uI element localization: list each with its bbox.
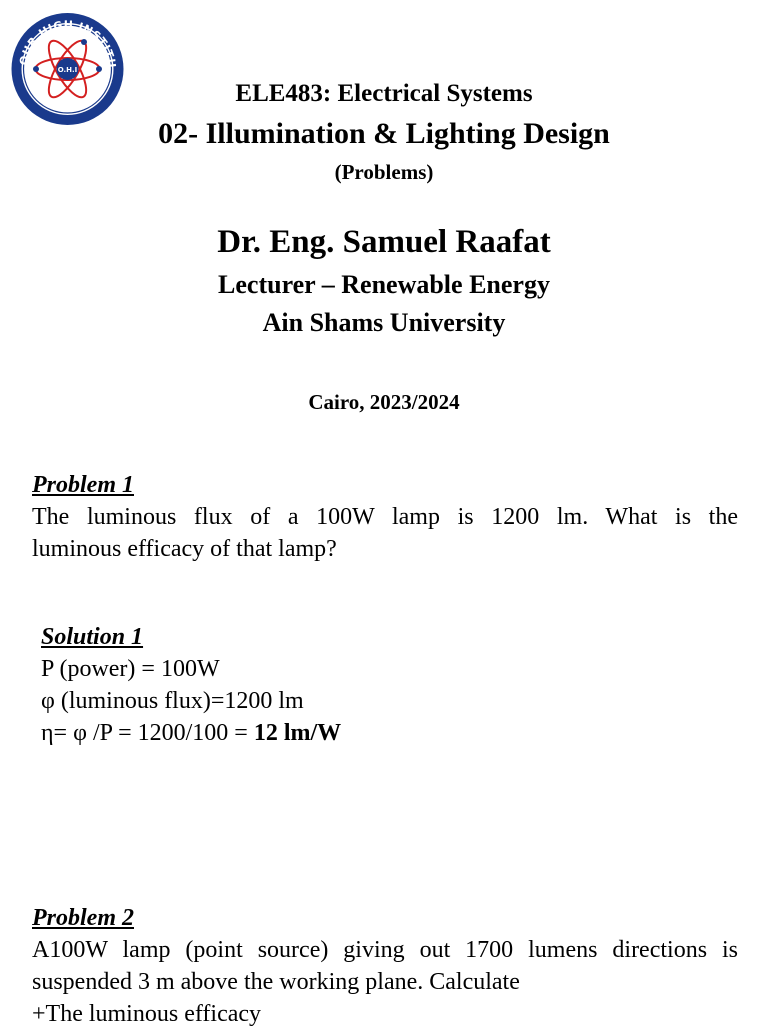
problem-2-line-3: +The luminous efficacy: [32, 1001, 262, 1027]
institute-seal-icon: [9, 9, 126, 129]
problem-1-heading: Problem 1: [32, 472, 134, 498]
author-role: Lecturer – Renewable Energy: [218, 270, 550, 299]
problem-1: [32, 469, 738, 565]
solution-1: [41, 621, 641, 749]
author-university: Ain Shams University: [262, 308, 506, 337]
problem-2-line-2: suspended 3 m above the working plane. Calculate: [32, 969, 520, 995]
problem-1-line-2: luminous efficacy of that lamp?: [32, 536, 337, 562]
problem-2: [32, 902, 738, 1030]
solution-1-heading: Solution 1: [41, 624, 144, 650]
solution-1-line-2: φ (luminous flux)=1200 lm: [41, 688, 304, 714]
solution-1-result: 12 lm/W: [253, 720, 342, 746]
logo-arc-top: OUR HIGH INSTITU: [17, 18, 119, 69]
solution-1-equation: [41, 717, 641, 749]
institute-logo: [9, 9, 126, 129]
logo-center-text: O.H.I: [57, 66, 78, 74]
solution-1-equation-text: η= φ /P = 1200/100 =: [41, 720, 254, 746]
place-date: Cairo, 2023/2024: [308, 390, 460, 414]
lecture-subtitle: (Problems): [334, 160, 434, 184]
problem-1-line-1: The luminous flux of a 100W lamp is 1200 lm. What is the: [32, 504, 738, 530]
problem-2-heading: Problem 2: [32, 905, 134, 931]
author-name: Dr. Eng. Samuel Raafat: [217, 224, 551, 260]
solution-1-line-1: P (power) = 100W: [41, 656, 220, 682]
logo-arc-bottom: or Engineering And Technolog: [28, 73, 107, 108]
lecture-topic: 02- Illumination & Lighting Design: [158, 117, 610, 150]
course-title: ELE483: Electrical Systems: [235, 80, 533, 107]
problem-2-line-1: A100W lamp (point source) giving out 1700 lumens directions is: [32, 937, 738, 963]
